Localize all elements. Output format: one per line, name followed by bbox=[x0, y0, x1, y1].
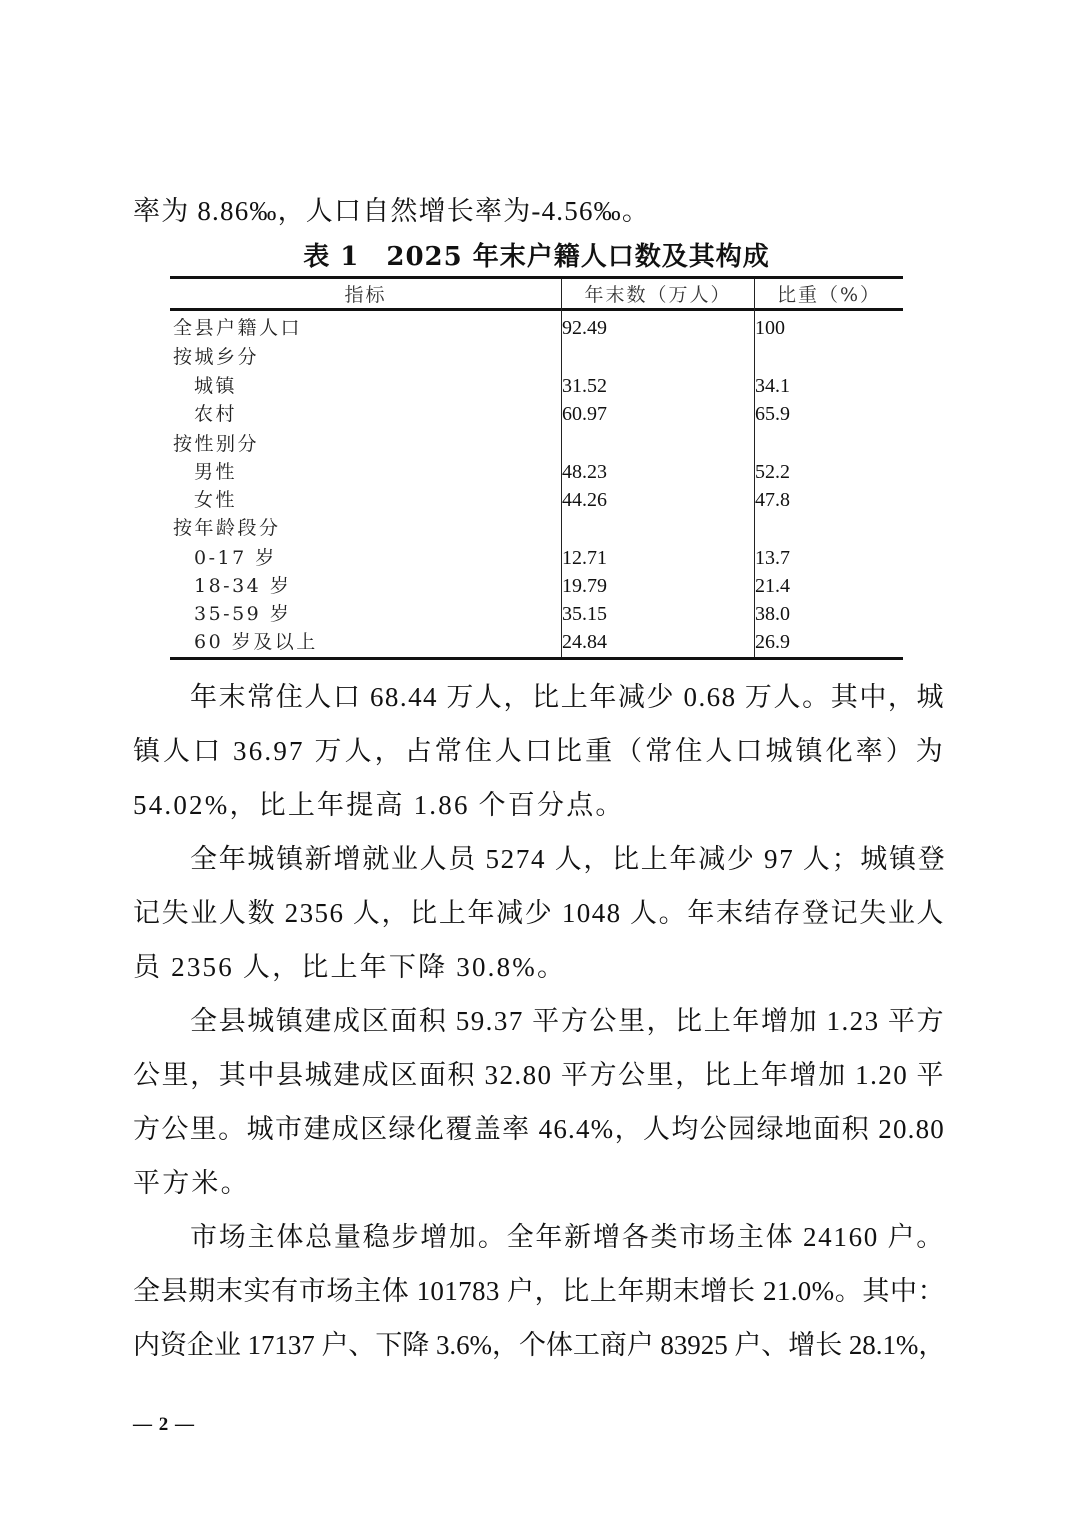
row-label: 男性 bbox=[194, 461, 238, 483]
row-label: 18-34 岁 bbox=[194, 575, 292, 597]
paragraph-1-line-2: 镇人口 36.97 万人，占常住人口比重（常住人口城镇化率）为 bbox=[133, 736, 945, 766]
header-share: 比重（%） bbox=[776, 284, 882, 306]
table-row bbox=[170, 400, 903, 428]
row-share: 65.9 bbox=[755, 403, 790, 425]
page-number: — 2 — bbox=[133, 1414, 195, 1435]
intro-line: 率为 8.86‰，人口自然增长率为-4.56‰。 bbox=[133, 196, 651, 226]
header-year-end-count: 年末数（万人） bbox=[584, 284, 732, 306]
row-label: 按性别分 bbox=[173, 433, 260, 455]
paragraph-3-line-4: 平方米。 bbox=[133, 1168, 250, 1198]
row-share: 38.0 bbox=[755, 603, 790, 625]
paragraph-1-line-1: 年末常住人口 68.44 万人，比上年减少 0.68 万人。其中，城 bbox=[190, 682, 945, 712]
header-indicator: 指标 bbox=[344, 284, 387, 306]
paragraph-3-line-3: 方公里。城市建成区绿化覆盖率 46.4%，人均公园绿地面积 20.80 bbox=[133, 1114, 945, 1144]
table-row bbox=[170, 458, 903, 486]
row-year-end-count: 44.26 bbox=[562, 489, 607, 511]
row-label: 0-17 岁 bbox=[194, 547, 277, 569]
paragraph-4-line-2: 全县期末实有市场主体 101783 户，比上年期末增长 21.0%。其中： bbox=[133, 1276, 945, 1306]
paragraph-3-line-2: 公里，其中县城建成区面积 32.80 平方公里，比上年增加 1.20 平 bbox=[133, 1060, 945, 1090]
paragraph-2-line-2: 记失业人数 2356 人，比上年减少 1048 人。年末结存登记失业人 bbox=[133, 898, 945, 928]
row-share: 13.7 bbox=[755, 547, 790, 569]
table-row bbox=[170, 628, 903, 656]
table-row bbox=[170, 486, 903, 514]
row-share: 34.1 bbox=[755, 375, 790, 397]
table-title: 表 1 2025 年末户籍人口数及其构成 bbox=[303, 242, 770, 272]
table-top-rule bbox=[170, 276, 903, 279]
table-row bbox=[170, 514, 903, 542]
row-label: 按年龄段分 bbox=[173, 517, 281, 539]
table-row bbox=[170, 572, 903, 600]
table-row bbox=[170, 544, 903, 572]
paragraph-2-line-1: 全年城镇新增就业人员 5274 人，比上年减少 97 人；城镇登 bbox=[190, 844, 947, 874]
row-label: 35-59 岁 bbox=[194, 603, 292, 625]
paragraph-1-line-3: 54.02%，比上年提高 1.86 个百分点。 bbox=[133, 790, 625, 820]
row-label: 全县户籍人口 bbox=[173, 317, 303, 339]
row-share: 26.9 bbox=[755, 631, 790, 653]
row-year-end-count: 19.79 bbox=[562, 575, 607, 597]
table-bottom-rule bbox=[170, 657, 903, 660]
table-row bbox=[170, 600, 903, 628]
row-year-end-count: 92.49 bbox=[562, 317, 607, 339]
table-header-rule bbox=[170, 308, 903, 311]
row-year-end-count: 48.23 bbox=[562, 461, 607, 483]
row-year-end-count: 60.97 bbox=[562, 403, 607, 425]
row-share: 100 bbox=[755, 317, 785, 339]
table-row bbox=[170, 430, 903, 458]
paragraph-4-line-3: 内资企业 17137 户、下降 3.6%，个体工商户 83925 户、增长 28.1%， bbox=[133, 1330, 946, 1360]
table-row bbox=[170, 314, 903, 342]
row-label: 城镇 bbox=[194, 375, 238, 397]
paragraph-3-line-1: 全县城镇建成区面积 59.37 平方公里，比上年增加 1.23 平方 bbox=[190, 1006, 945, 1036]
row-year-end-count: 12.71 bbox=[562, 547, 607, 569]
row-label: 60 岁及以上 bbox=[194, 631, 318, 653]
table-row bbox=[170, 343, 903, 371]
row-year-end-count: 31.52 bbox=[562, 375, 607, 397]
row-year-end-count: 24.84 bbox=[562, 631, 607, 653]
row-year-end-count: 35.15 bbox=[562, 603, 607, 625]
table-row bbox=[170, 372, 903, 400]
paragraph-2-line-3: 员 2356 人，比上年下降 30.8%。 bbox=[133, 952, 567, 982]
row-share: 52.2 bbox=[755, 461, 790, 483]
paragraph-4-line-1: 市场主体总量稳步增加。全年新增各类市场主体 24160 户。 bbox=[190, 1222, 945, 1252]
row-label: 按城乡分 bbox=[173, 346, 260, 368]
row-label: 农村 bbox=[194, 403, 238, 425]
row-share: 47.8 bbox=[755, 489, 790, 511]
row-share: 21.4 bbox=[755, 575, 790, 597]
row-label: 女性 bbox=[194, 489, 238, 511]
